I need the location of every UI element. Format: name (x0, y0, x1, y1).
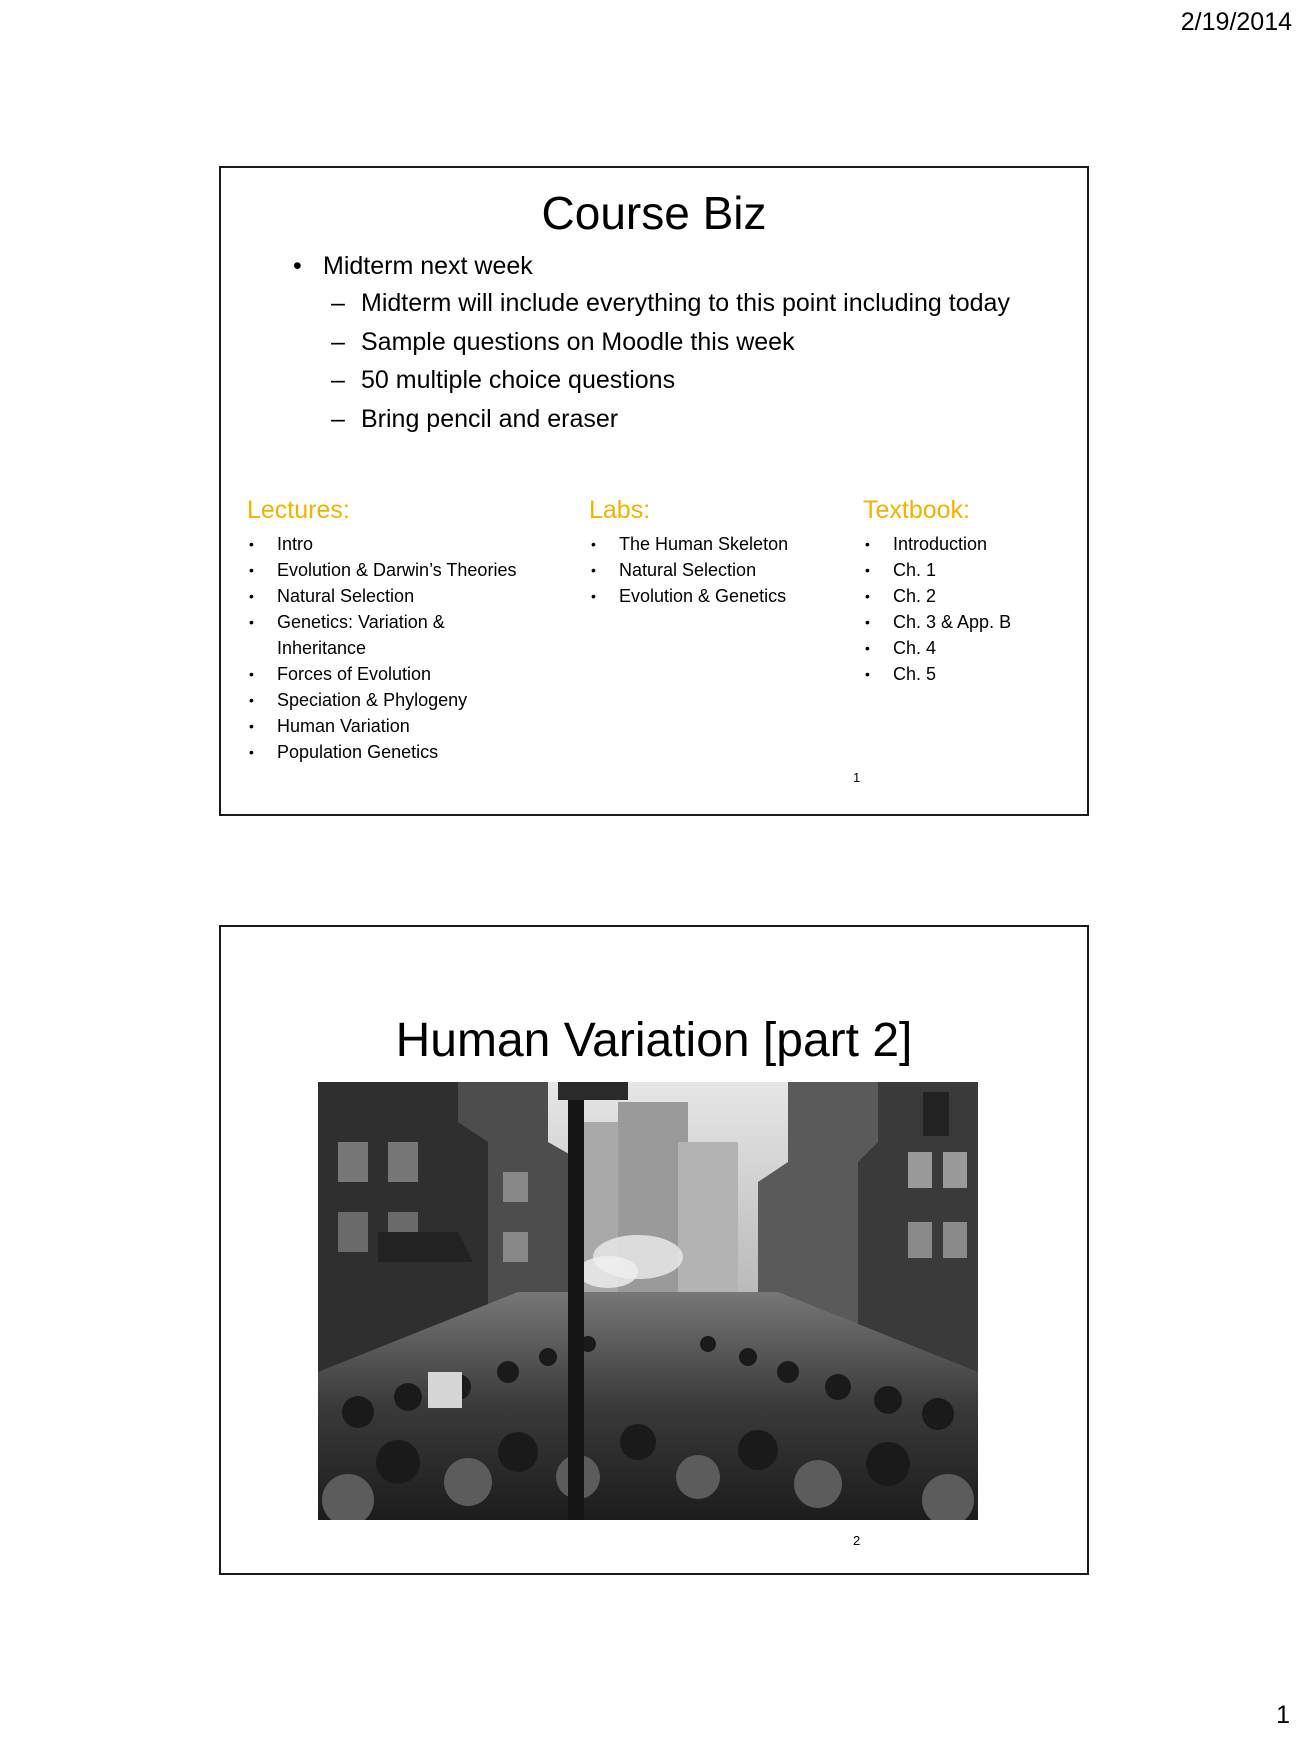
textbook-item: • Ch. 3 & App. B (863, 609, 1063, 635)
labs-column (589, 496, 829, 609)
page-date: 2/19/2014 (1180, 8, 1292, 36)
textbook-list (863, 531, 1063, 687)
textbook-item: • Ch. 4 (863, 635, 1063, 661)
sub-bullet: – Midterm will include everything to this point including today (323, 287, 1053, 320)
textbook-item: • Ch. 1 (863, 557, 1063, 583)
textbook-column (863, 496, 1063, 687)
slide-title: Human Variation [part 2] (395, 1014, 913, 1067)
main-bullet-list (293, 252, 1053, 441)
sub-bullet-list (323, 287, 1053, 435)
lecture-item: • Speciation & Phylogeny (247, 687, 577, 713)
main-bullet-text: Midterm next week (323, 252, 533, 280)
lecture-item: • Genetics: Variation & Inheritance (247, 609, 497, 661)
lab-item: • The Human Skeleton (589, 531, 829, 557)
lectures-heading: Lectures: (247, 496, 350, 524)
lab-item: • Natural Selection (589, 557, 829, 583)
lecture-item: • Population Genetics (247, 739, 577, 765)
lectures-list (247, 531, 577, 765)
lecture-item: • Intro (247, 531, 577, 557)
sub-bullet: – 50 multiple choice questions (323, 364, 1053, 397)
crowd-street-photo-icon (318, 1082, 978, 1520)
slide-number: 2 (853, 1533, 861, 1548)
textbook-heading: Textbook: (863, 496, 971, 524)
page-number: 1 (1276, 1701, 1290, 1729)
slide-course-biz (219, 166, 1089, 816)
labs-heading: Labs: (589, 496, 651, 524)
lecture-item: • Evolution & Darwin’s Theories (247, 557, 577, 583)
slide-human-variation (219, 925, 1089, 1575)
lecture-item: • Natural Selection (247, 583, 577, 609)
textbook-item: • Introduction (863, 531, 1063, 557)
main-bullet (293, 252, 1053, 435)
textbook-item: • Ch. 5 (863, 661, 1063, 687)
lecture-item: • Forces of Evolution (247, 661, 577, 687)
labs-list (589, 531, 829, 609)
lab-item: • Evolution & Genetics (589, 583, 829, 609)
sub-bullet: – Sample questions on Moodle this week (323, 326, 1053, 359)
slide-title: Course Biz (541, 187, 767, 239)
slide-number: 1 (853, 770, 861, 785)
lectures-column (247, 496, 577, 765)
sub-bullet: – Bring pencil and eraser (323, 403, 1053, 436)
lecture-item: • Human Variation (247, 713, 577, 739)
textbook-item: • Ch. 2 (863, 583, 1063, 609)
